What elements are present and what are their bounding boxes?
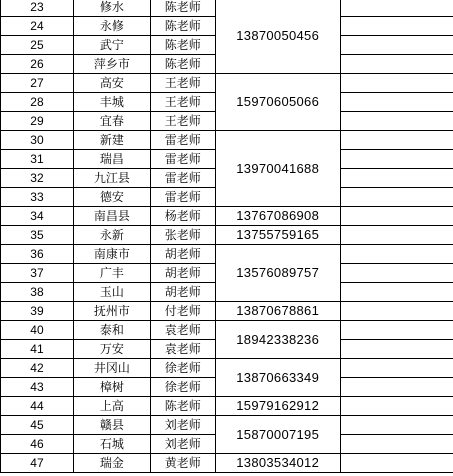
row-number-cell: 44 [1, 397, 74, 416]
county-cell: 南康市 [73, 245, 150, 264]
phone-cell: 18942338236 [215, 321, 340, 359]
empty-cell [340, 169, 453, 188]
row-number-cell: 29 [1, 112, 74, 131]
table-row [1, 131, 453, 150]
row-number-cell: 34 [1, 207, 74, 226]
empty-cell [340, 207, 453, 226]
row-number-cell: 40 [1, 321, 74, 340]
county-cell: 抚州市 [73, 302, 150, 321]
county-cell: 高安 [73, 74, 150, 93]
row-number-cell: 28 [1, 93, 74, 112]
county-cell: 泰和 [73, 321, 150, 340]
table-row [1, 416, 453, 435]
county-cell: 樟树 [73, 378, 150, 397]
county-cell: 新建 [73, 131, 150, 150]
row-number-cell: 46 [1, 435, 74, 454]
row-number-cell: 33 [1, 188, 74, 207]
teacher-cell: 袁老师 [150, 340, 215, 359]
teacher-cell: 胡老师 [150, 245, 215, 264]
teacher-cell: 杨老师 [150, 207, 215, 226]
county-cell: 石城 [73, 435, 150, 454]
empty-cell [340, 435, 453, 454]
teacher-cell: 徐老师 [150, 378, 215, 397]
phone-cell: 15979162912 [215, 397, 340, 416]
empty-cell [340, 245, 453, 264]
row-number-cell: 31 [1, 150, 74, 169]
empty-cell [340, 17, 453, 36]
phone-cell: 15970605066 [215, 74, 340, 131]
phone-cell: 15870007195 [215, 416, 340, 454]
county-cell: 武宁 [73, 36, 150, 55]
county-cell: 井冈山 [73, 359, 150, 378]
empty-cell [340, 283, 453, 302]
table-row [1, 207, 453, 226]
teacher-cell: 陈老师 [150, 55, 215, 74]
row-number-cell: 41 [1, 340, 74, 359]
teacher-cell: 雷老师 [150, 150, 215, 169]
county-cell: 九江县 [73, 169, 150, 188]
phone-cell: 13870050456 [215, 0, 340, 74]
table-row [1, 74, 453, 93]
row-number-cell: 45 [1, 416, 74, 435]
teacher-cell: 付老师 [150, 302, 215, 321]
county-cell: 丰城 [73, 93, 150, 112]
county-cell: 广丰 [73, 264, 150, 283]
empty-cell [340, 321, 453, 340]
teacher-cell: 刘老师 [150, 435, 215, 454]
row-number-cell: 26 [1, 55, 74, 74]
empty-cell [340, 0, 453, 17]
row-number-cell: 30 [1, 131, 74, 150]
empty-cell [340, 112, 453, 131]
row-number-cell: 38 [1, 283, 74, 302]
teacher-cell: 黄老师 [150, 454, 215, 473]
table-row [1, 0, 453, 17]
row-number-cell: 27 [1, 74, 74, 93]
county-cell: 德安 [73, 188, 150, 207]
teacher-cell: 王老师 [150, 93, 215, 112]
row-number-cell: 23 [1, 0, 74, 17]
row-number-cell: 36 [1, 245, 74, 264]
empty-cell [340, 93, 453, 112]
empty-cell [340, 264, 453, 283]
row-number-cell: 35 [1, 226, 74, 245]
teacher-cell: 陈老师 [150, 17, 215, 36]
row-number-cell: 42 [1, 359, 74, 378]
teacher-cell: 雷老师 [150, 188, 215, 207]
table-row [1, 454, 453, 473]
county-cell: 上高 [73, 397, 150, 416]
empty-cell [340, 188, 453, 207]
row-number-cell: 39 [1, 302, 74, 321]
teacher-cell: 张老师 [150, 226, 215, 245]
phone-cell: 13767086908 [215, 207, 340, 226]
contact-table-body [1, 0, 453, 473]
empty-cell [340, 302, 453, 321]
teacher-cell: 胡老师 [150, 283, 215, 302]
empty-cell [340, 150, 453, 169]
county-cell: 瑞昌 [73, 150, 150, 169]
table-row [1, 359, 453, 378]
county-cell: 萍乡市 [73, 55, 150, 74]
row-number-cell: 43 [1, 378, 74, 397]
empty-cell [340, 340, 453, 359]
teacher-cell: 王老师 [150, 74, 215, 93]
county-cell: 南昌县 [73, 207, 150, 226]
teacher-cell: 胡老师 [150, 264, 215, 283]
teacher-cell: 陈老师 [150, 397, 215, 416]
county-cell: 瑞金 [73, 454, 150, 473]
empty-cell [340, 378, 453, 397]
empty-cell [340, 359, 453, 378]
teacher-cell: 袁老师 [150, 321, 215, 340]
row-number-cell: 37 [1, 264, 74, 283]
row-number-cell: 47 [1, 454, 74, 473]
empty-cell [340, 416, 453, 435]
table-row [1, 302, 453, 321]
teacher-cell: 雷老师 [150, 131, 215, 150]
teacher-cell: 陈老师 [150, 0, 215, 17]
table-row [1, 321, 453, 340]
phone-cell: 13870663349 [215, 359, 340, 397]
empty-cell [340, 226, 453, 245]
row-number-cell: 24 [1, 17, 74, 36]
teacher-cell: 王老师 [150, 112, 215, 131]
empty-cell [340, 55, 453, 74]
county-cell: 赣县 [73, 416, 150, 435]
row-number-cell: 32 [1, 169, 74, 188]
county-cell: 宜春 [73, 112, 150, 131]
table-row [1, 226, 453, 245]
row-number-cell: 25 [1, 36, 74, 55]
empty-cell [340, 74, 453, 93]
county-cell: 玉山 [73, 283, 150, 302]
table-row [1, 397, 453, 416]
county-cell: 万安 [73, 340, 150, 359]
county-cell: 永修 [73, 17, 150, 36]
phone-cell: 13870678861 [215, 302, 340, 321]
teacher-cell: 徐老师 [150, 359, 215, 378]
phone-cell: 13970041688 [215, 131, 340, 207]
county-cell: 修水 [73, 0, 150, 17]
phone-cell: 13755759165 [215, 226, 340, 245]
empty-cell [340, 454, 453, 473]
teacher-cell: 陈老师 [150, 36, 215, 55]
phone-cell: 13576089757 [215, 245, 340, 302]
phone-cell: 13803534012 [215, 454, 340, 473]
teacher-cell: 雷老师 [150, 169, 215, 188]
teacher-cell: 刘老师 [150, 416, 215, 435]
county-cell: 永新 [73, 226, 150, 245]
table-row [1, 245, 453, 264]
empty-cell [340, 36, 453, 55]
empty-cell [340, 131, 453, 150]
empty-cell [340, 397, 453, 416]
